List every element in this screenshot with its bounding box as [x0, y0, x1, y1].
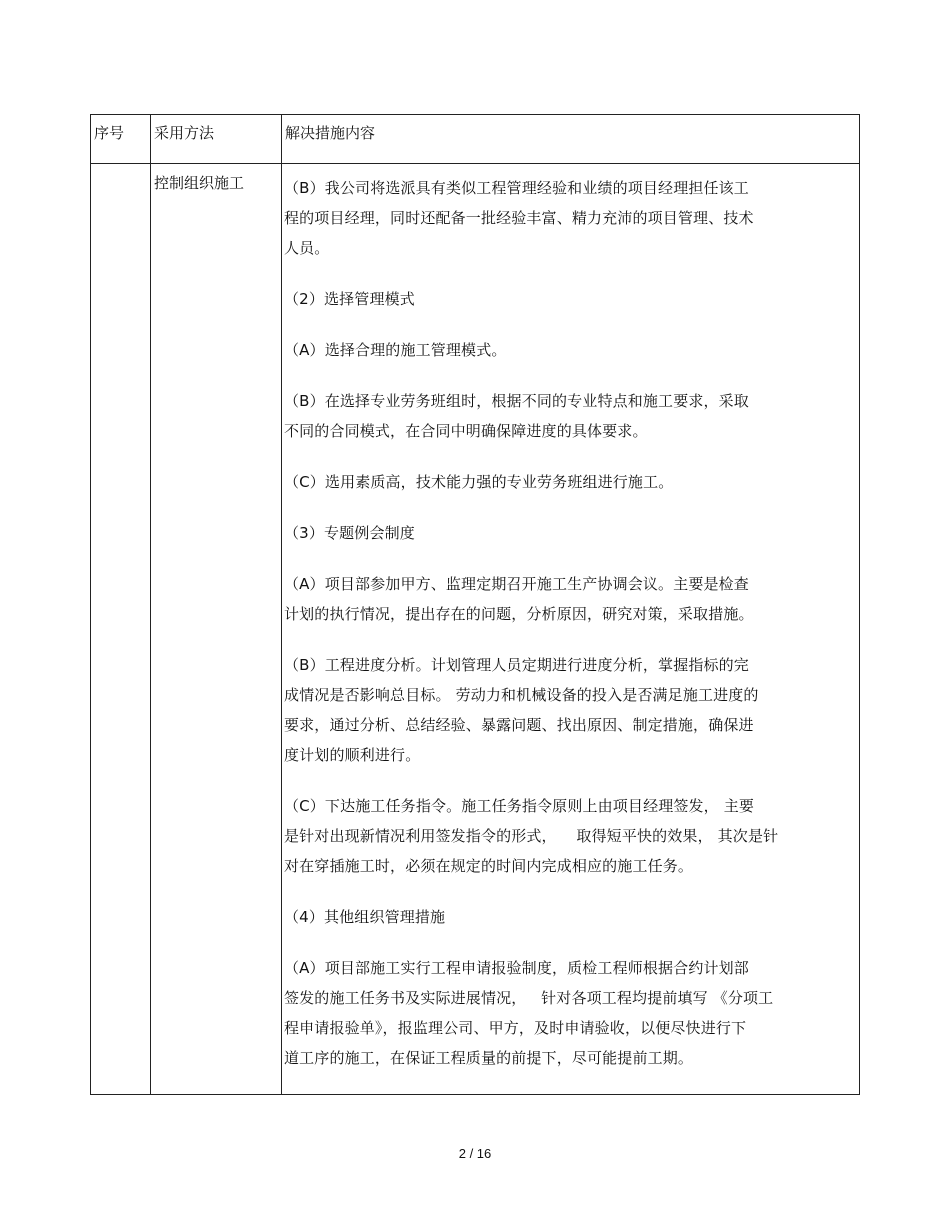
table-row: [91, 164, 860, 1095]
measure-paragraph: [284, 518, 857, 548]
paragraph-line: 道工序的施工，在保证工程质量的前提下，尽可能提前工期。: [284, 1049, 694, 1067]
paragraph-line: 签发的施工任务书及实际进展情况， 针对各项工程均提前填写 《分项工: [284, 989, 774, 1007]
table-header-row: [91, 115, 860, 164]
header-index: 序号: [94, 124, 125, 142]
paragraph-line: （4）其他组织管理措施: [284, 908, 446, 926]
paragraph-line: 计划的执行情况，提出存在的问题，分析原因，研究对策，采取措施。: [284, 605, 754, 623]
paragraph-line: （B）我公司将选派具有类似工程管理经验和业绩的项目经理担任该工: [284, 179, 749, 197]
measure-paragraph: [284, 791, 857, 881]
paragraph-line: （B）工程进度分析。计划管理人员定期进行进度分析，掌握指标的完: [284, 656, 749, 674]
measures-table: [90, 114, 860, 1095]
method-text: 控制组织施工: [154, 174, 245, 192]
header-cell-method: [151, 115, 282, 164]
content-cell: [282, 164, 860, 1095]
paragraph-line: （A）项目部参加甲方、监理定期召开施工生产协调会议。主要是检查: [284, 575, 749, 593]
paragraph-line: （B）在选择专业劳务班组时，根据不同的专业特点和施工要求，采取: [284, 392, 749, 410]
measure-paragraph: [284, 902, 857, 932]
measures-content: [282, 164, 859, 1073]
paragraph-line: （2）选择管理模式: [284, 290, 415, 308]
paragraph-line: 人员。: [284, 239, 330, 257]
measure-paragraph: [284, 284, 857, 314]
header-cell-content: [282, 115, 860, 164]
paragraph-line: 程的项目经理，同时还配备一批经验丰富、精力充沛的项目管理、技术: [284, 209, 754, 227]
paragraph-line: （3）专题例会制度: [284, 524, 415, 542]
measure-paragraph: [284, 650, 857, 770]
measure-paragraph: [284, 569, 857, 629]
paragraph-line: 要求，通过分析、总结经验、暴露问题、找出原因、制定措施，确保进: [284, 716, 754, 734]
method-cell: [151, 164, 282, 1095]
paragraph-line: （C）选用素质高，技术能力强的专业劳务班组进行施工。: [284, 473, 674, 491]
header-method: 采用方法: [154, 124, 215, 142]
measure-paragraph: [284, 335, 857, 365]
paragraph-line: （A）选择合理的施工管理模式。: [284, 341, 507, 359]
measure-paragraph: [284, 173, 857, 263]
header-content: 解决措施内容: [285, 124, 376, 142]
index-cell: [91, 164, 151, 1095]
page-number: 2 / 16: [458, 1146, 492, 1161]
paragraph-line: （A）项目部施工实行工程申请报验制度，质检工程师根据合约计划部: [284, 959, 749, 977]
header-cell-index: [91, 115, 151, 164]
paragraph-line: 对在穿插施工时，必须在规定的时间内完成相应的施工任务。: [284, 857, 694, 875]
measure-paragraph: [284, 386, 857, 446]
paragraph-line: 成情况是否影响总目标。 劳动力和机械设备的投入是否满足施工进度的: [284, 686, 759, 704]
measure-paragraph: [284, 467, 857, 497]
paragraph-line: 度计划的顺利进行。: [284, 746, 421, 764]
paragraph-line: 是针对出现新情况利用签发指令的形式， 取得短平快的效果， 其次是针: [284, 827, 779, 845]
paragraph-line: 程申请报验单》，报监理公司、甲方，及时申请验收，以便尽快进行下: [284, 1019, 747, 1037]
paragraph-line: 不同的合同模式，在合同中明确保障进度的具体要求。: [284, 422, 648, 440]
paragraph-line: （C）下达施工任务指令。施工任务指令原则上由项目经理签发， 主要: [284, 797, 755, 815]
measure-paragraph: [284, 953, 857, 1073]
